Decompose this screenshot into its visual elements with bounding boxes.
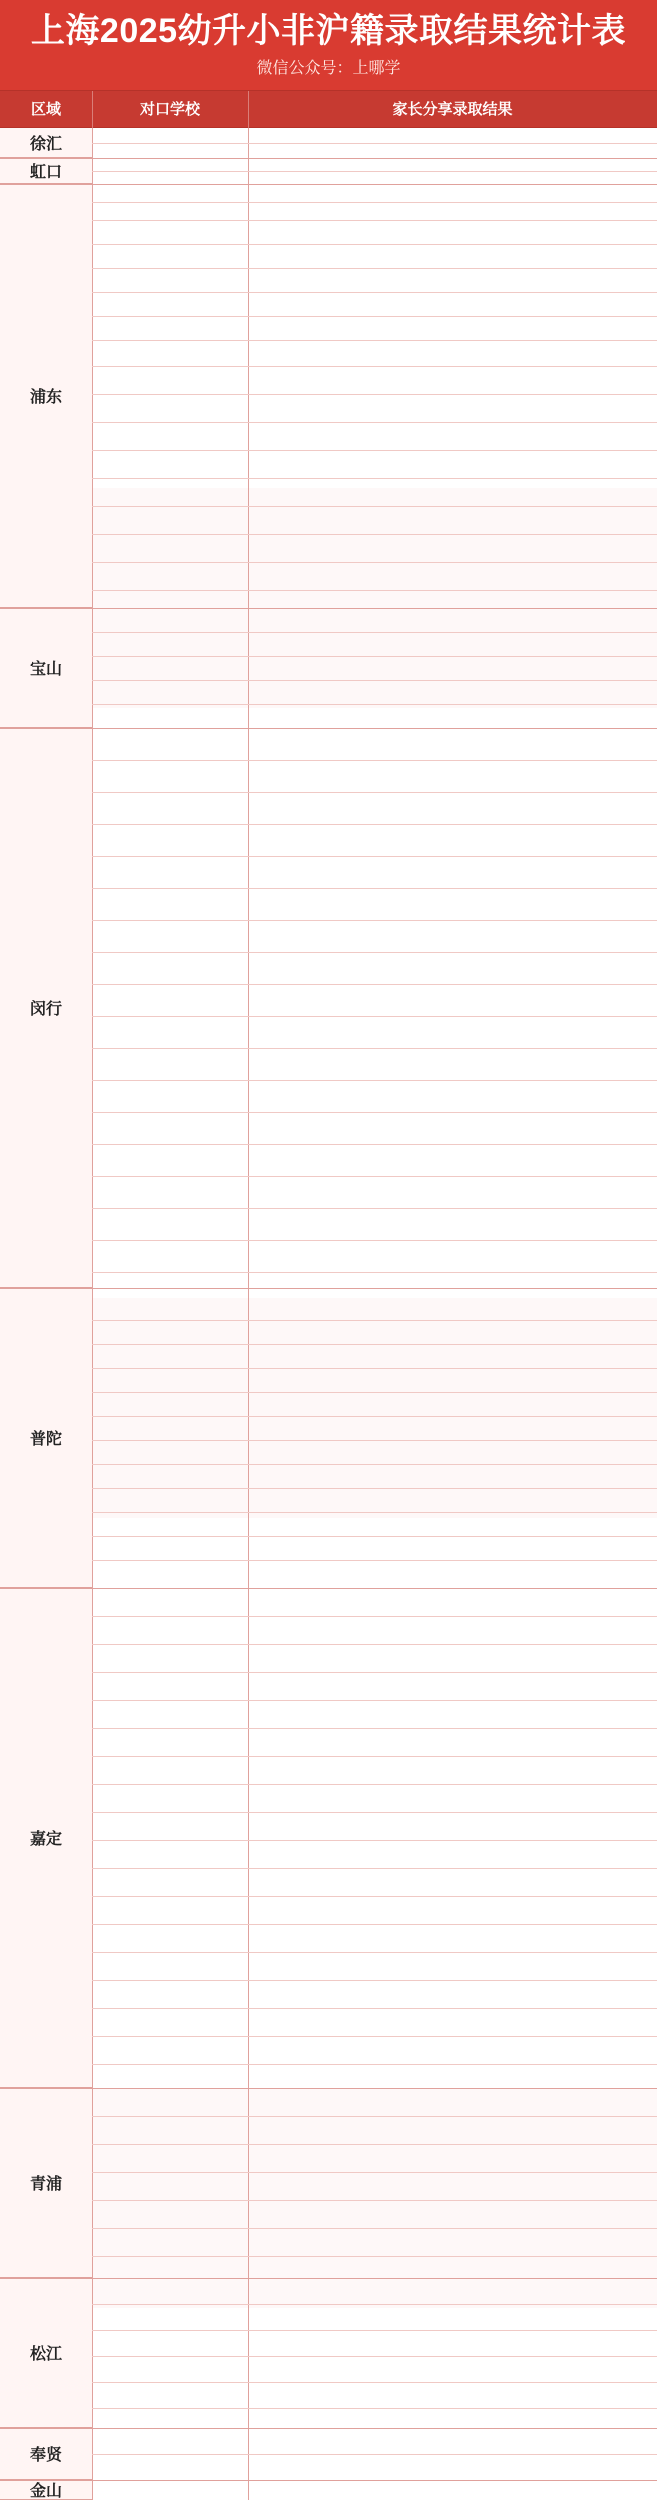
district-label: 宝山 bbox=[29, 661, 62, 678]
table-row-divider bbox=[92, 2036, 657, 2037]
table-row-divider bbox=[92, 680, 657, 681]
table-row-divider bbox=[92, 2356, 657, 2357]
table-header bbox=[0, 90, 657, 128]
district-block-songjiang bbox=[0, 2278, 92, 2428]
table-row-divider bbox=[92, 292, 657, 293]
watermark-band bbox=[0, 2088, 657, 2308]
table-row-divider bbox=[92, 1144, 657, 1145]
table-row-divider bbox=[92, 316, 657, 317]
district-label: 松江 bbox=[29, 2346, 62, 2363]
table-row-divider bbox=[92, 1488, 657, 1489]
table-row-divider bbox=[92, 394, 657, 395]
table-row-divider bbox=[92, 450, 657, 451]
table-row-divider bbox=[92, 2116, 657, 2117]
table-row-divider bbox=[92, 2200, 657, 2201]
district-separator-line bbox=[0, 728, 657, 729]
district-block-qingpu bbox=[0, 2088, 92, 2278]
district-separator-line bbox=[0, 2278, 657, 2279]
table-row-divider bbox=[92, 1208, 657, 1209]
table-row-divider bbox=[92, 220, 657, 221]
table-header-district: 区域 bbox=[0, 91, 93, 129]
table-row-divider bbox=[92, 2304, 657, 2305]
table-row-divider bbox=[92, 1728, 657, 1729]
district-block-fengxian bbox=[0, 2428, 92, 2480]
table-row-divider bbox=[92, 1840, 657, 1841]
table-row-divider bbox=[92, 268, 657, 269]
table-row-divider bbox=[92, 2382, 657, 2383]
table-row-divider bbox=[92, 792, 657, 793]
table-row-divider bbox=[92, 888, 657, 889]
table-row-divider bbox=[92, 1868, 657, 1869]
page-header bbox=[0, 0, 657, 90]
table-row-divider bbox=[92, 1784, 657, 1785]
table-row-divider bbox=[92, 856, 657, 857]
table-header-result: 家长分享录取结果 bbox=[392, 101, 513, 118]
table-row-divider bbox=[92, 1536, 657, 1537]
district-label: 嘉定 bbox=[29, 1831, 62, 1848]
table-row-divider bbox=[92, 1344, 657, 1345]
table-row-divider bbox=[92, 506, 657, 507]
table-row-divider bbox=[92, 1812, 657, 1813]
table-row-divider bbox=[92, 920, 657, 921]
district-separator-line bbox=[0, 2088, 657, 2089]
table-row-divider bbox=[92, 202, 657, 203]
table-row-divider bbox=[92, 1672, 657, 1673]
district-block-baoshan bbox=[0, 608, 92, 728]
district-separator-line bbox=[0, 2480, 657, 2481]
district-label: 金山 bbox=[29, 2483, 62, 2500]
table-row-divider bbox=[92, 2172, 657, 2173]
table-row-divider bbox=[92, 1980, 657, 1981]
table-row-divider bbox=[92, 1416, 657, 1417]
table-row-divider bbox=[92, 2064, 657, 2065]
table-row-divider bbox=[92, 1700, 657, 1701]
district-label: 浦东 bbox=[29, 389, 62, 406]
table-row-divider bbox=[92, 952, 657, 953]
table-row-divider bbox=[92, 590, 657, 591]
table-row-divider bbox=[92, 2408, 657, 2409]
table-row-divider bbox=[92, 171, 657, 172]
district-label: 青浦 bbox=[29, 2176, 62, 2193]
table-row-divider bbox=[92, 1616, 657, 1617]
table-row-divider bbox=[92, 824, 657, 825]
table-row-divider bbox=[92, 656, 657, 657]
table-row-divider bbox=[92, 1644, 657, 1645]
table-row-divider bbox=[92, 1176, 657, 1177]
district-label: 徐汇 bbox=[29, 136, 62, 153]
table-row-divider bbox=[92, 2228, 657, 2229]
district-block-minhang bbox=[0, 728, 92, 1288]
table-row-divider bbox=[92, 1924, 657, 1925]
table-header-school: 对口学校 bbox=[92, 91, 249, 129]
table-row-divider bbox=[92, 366, 657, 367]
table-row-divider bbox=[92, 534, 657, 535]
district-separator-line bbox=[0, 1588, 657, 1589]
table-row-divider bbox=[92, 704, 657, 705]
table-row-divider bbox=[92, 1320, 657, 1321]
district-label: 奉贤 bbox=[29, 2447, 62, 2464]
table-row-divider bbox=[92, 1756, 657, 1757]
table-row-divider bbox=[92, 1272, 657, 1273]
table-row-divider bbox=[92, 422, 657, 423]
watermark-band bbox=[0, 1298, 657, 1518]
table-row-divider bbox=[92, 1512, 657, 1513]
page-subtitle: 微信公众号：上哪学 bbox=[256, 60, 401, 77]
table-row-divider bbox=[92, 143, 657, 144]
table-row-divider bbox=[92, 1952, 657, 1953]
table-row-divider bbox=[92, 760, 657, 761]
table-row-divider bbox=[92, 478, 657, 479]
district-label: 闵行 bbox=[29, 1001, 62, 1018]
district-separator-line bbox=[0, 1288, 657, 1289]
table-row-divider bbox=[92, 984, 657, 985]
table-row-divider bbox=[92, 1464, 657, 1465]
table-row-divider bbox=[92, 1080, 657, 1081]
table-body bbox=[0, 128, 657, 2500]
district-separator-line bbox=[0, 184, 657, 185]
page-title: 上海2025幼升小非沪籍录取结果统计表 bbox=[30, 12, 627, 50]
district-block-jinshan bbox=[0, 2480, 92, 2500]
table-row-divider bbox=[92, 632, 657, 633]
table-row-divider bbox=[92, 2454, 657, 2455]
table-row-divider bbox=[92, 2008, 657, 2009]
table-row-divider bbox=[92, 2144, 657, 2145]
district-separator-line bbox=[0, 158, 657, 159]
table-row-divider bbox=[92, 1896, 657, 1897]
table-row-divider bbox=[92, 1392, 657, 1393]
table-row-divider bbox=[92, 340, 657, 341]
district-block-hongkou bbox=[0, 158, 92, 184]
district-separator-line bbox=[0, 608, 657, 609]
table-row-divider bbox=[92, 244, 657, 245]
table-row-divider bbox=[92, 1240, 657, 1241]
table-row-divider bbox=[92, 2330, 657, 2331]
district-label: 虹口 bbox=[29, 164, 62, 181]
table-row-divider bbox=[92, 1048, 657, 1049]
table-row-divider bbox=[92, 1560, 657, 1561]
watermark-band bbox=[0, 488, 657, 708]
table-row-divider bbox=[92, 1368, 657, 1369]
district-block-jiading bbox=[0, 1588, 92, 2088]
table-row-divider bbox=[92, 562, 657, 563]
table-row-divider bbox=[92, 1112, 657, 1113]
table-row-divider bbox=[92, 2256, 657, 2257]
table-row-divider bbox=[92, 1016, 657, 1017]
table-row-divider bbox=[92, 1440, 657, 1441]
district-block-putuo bbox=[0, 1288, 92, 1588]
district-block-pudong bbox=[0, 184, 92, 608]
district-block-xuhui bbox=[0, 128, 92, 158]
district-separator-line bbox=[0, 2428, 657, 2429]
district-label: 普陀 bbox=[29, 1431, 62, 1448]
